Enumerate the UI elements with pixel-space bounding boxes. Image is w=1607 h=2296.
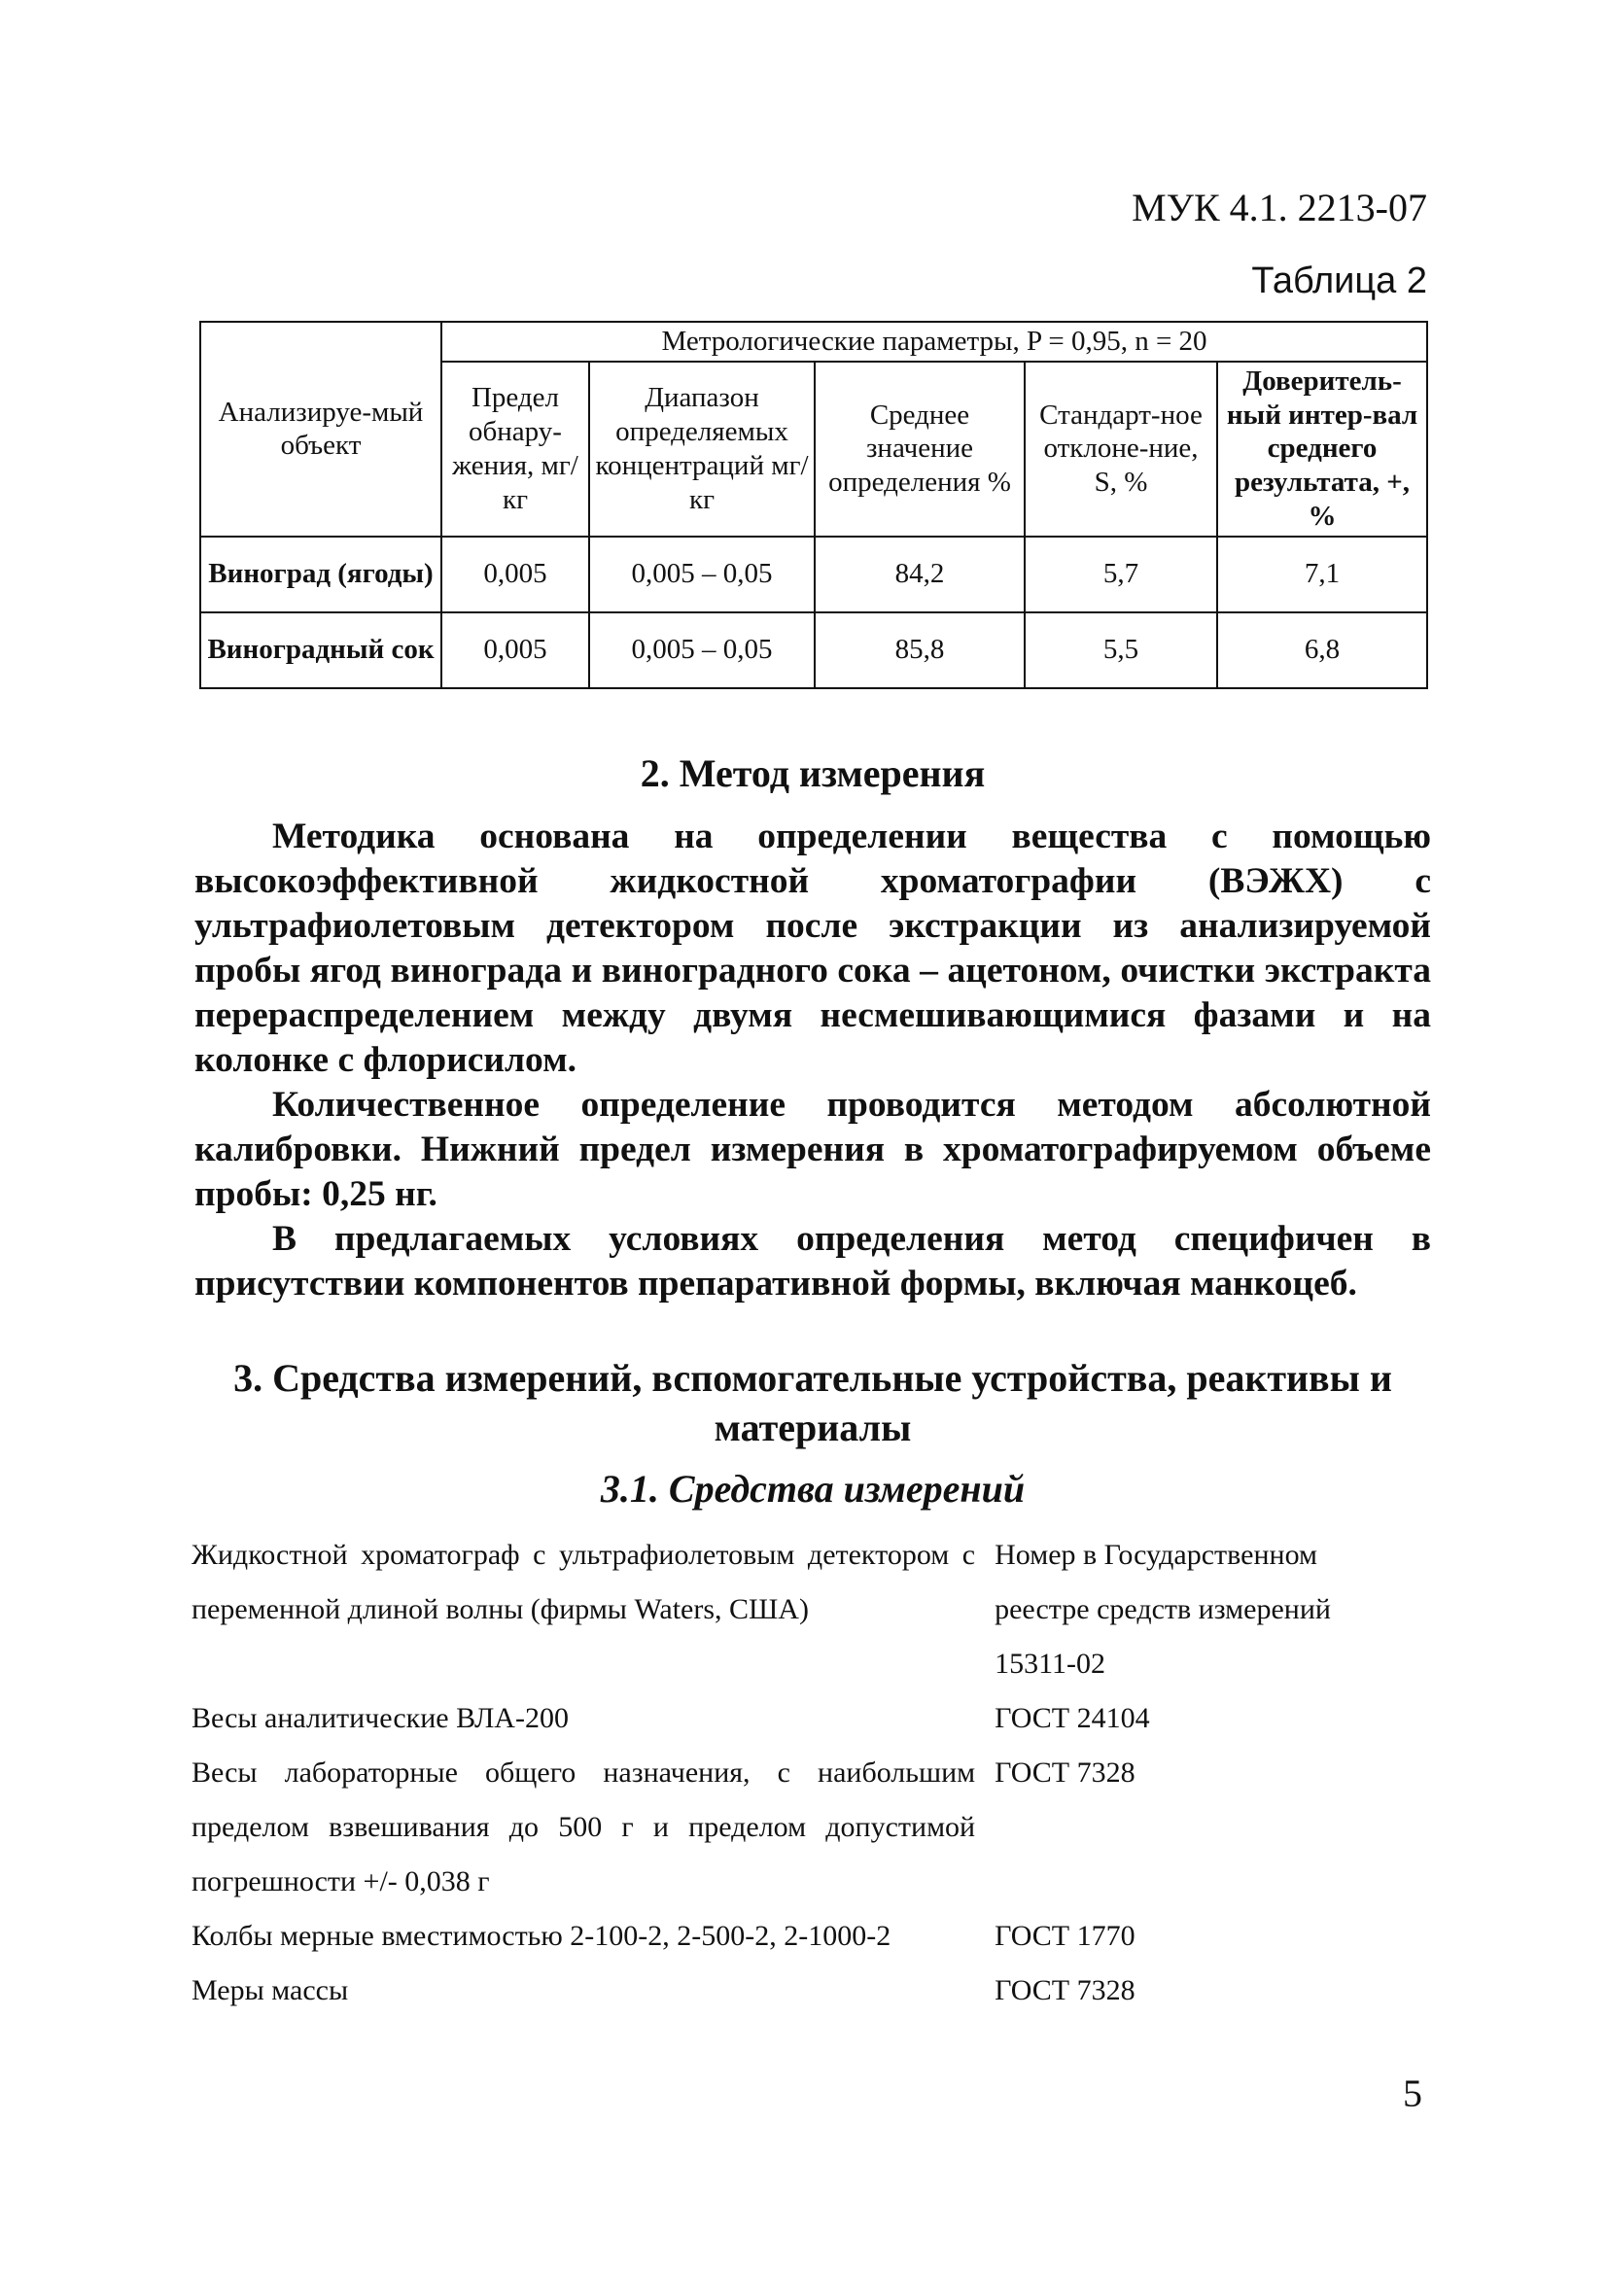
instrument-name: Жидкостной хроматограф с ультрафиолетовым детектором с переменной длиной волны (фирмы Waters, США) (192, 1539, 976, 1625)
page-number: 5 (1403, 2071, 1422, 2115)
table-caption: Таблица 2 (1251, 261, 1427, 301)
table-cell-object: Виноград (ягоды) (200, 537, 441, 612)
document-code: МУК 4.1. 2213-07 (1132, 186, 1427, 229)
instrument-name: Меры массы (192, 1974, 349, 2006)
table-column-header: Диапазон определяемых концентраций мг/кг (589, 362, 815, 537)
paragraph: Количественное определение проводится методом абсолютной калибровки. Нижний предел измерения в хроматографируемом объеме пробы: 0,25 нг. (194, 1085, 1431, 1214)
table-row (200, 612, 1427, 688)
paragraph: В предлагаемых условиях определения метод специфичен в присутствии компонентов препаративной формы, включая манкоцеб. (194, 1219, 1431, 1304)
section-3-title: 3. Средства измерений, вспомогательные устройства, реактивы и материалы (233, 1356, 1392, 1450)
table-column-header: Доверитель-ный интер-вал среднего результата, +, % (1217, 362, 1427, 537)
table-cell: 6,8 (1217, 612, 1427, 688)
instrument-name: Весы аналитические ВЛА-200 (192, 1702, 569, 1734)
table-column-header: Предел обнару-жения, мг/кг (441, 362, 589, 537)
table-row (200, 537, 1427, 612)
table-cell: 5,7 (1025, 537, 1217, 612)
section-2-title: 2. Метод измерения (640, 751, 986, 795)
table-group-header: Метрологические параметры, P = 0,95, n = 20 (441, 322, 1427, 362)
table-row-header: Анализируе-мый объект (200, 322, 441, 537)
instruments-list (192, 1528, 1397, 2018)
paragraph: Методика основана на определении вещества с помощью высокоэффективной жидкостной хроматографии (ВЭЖХ) с ультрафиолетовым детектором после экстракции из анализируемой пробы ягод винограда и виноградного сока – ацетоном, очистки экстракта перераспределением между двумя несмешивающимися фазами и на колонке с флорисилом. (194, 817, 1431, 1080)
table-column-header: Стандарт-ное отклоне-ние, S, % (1025, 362, 1217, 537)
table-cell: 0,005 (441, 537, 589, 612)
list-item (192, 1528, 1397, 1691)
list-item (192, 1909, 1397, 1964)
instrument-reference: Номер в Государственном реестре средств измерений 15311-02 (995, 1539, 1331, 1680)
metrology-table (199, 321, 1428, 689)
instrument-name: Весы лабораторные общего назначения, с наибольшим пределом взвешивания до 500 г и пределом допустимой погрешности +/- 0,038 г (192, 1757, 976, 1897)
subsection-3-1-title: 3.1. Средства измерений (600, 1467, 1026, 1511)
instrument-reference: ГОСТ 7328 (995, 1757, 1135, 1789)
table-cell: 0,005 – 0,05 (589, 537, 815, 612)
table-cell: 85,8 (815, 612, 1025, 688)
list-item (192, 1691, 1397, 1746)
instrument-reference: ГОСТ 24104 (995, 1702, 1150, 1734)
table-cell: 5,5 (1025, 612, 1217, 688)
list-item (192, 1964, 1397, 2018)
table-cell: 0,005 – 0,05 (589, 612, 815, 688)
table-cell-object: Виноградный сок (200, 612, 441, 688)
table-cell: 84,2 (815, 537, 1025, 612)
instrument-name: Колбы мерные вместимостью 2-100-2, 2-500-2, 2-1000-2 (192, 1920, 891, 1952)
list-item (192, 1746, 1397, 1909)
instrument-reference: ГОСТ 7328 (995, 1974, 1135, 2006)
table-column-header: Среднее значение определения % (815, 362, 1025, 537)
table-cell: 0,005 (441, 612, 589, 688)
table-cell: 7,1 (1217, 537, 1427, 612)
section-2-body (194, 815, 1431, 1306)
instrument-reference: ГОСТ 1770 (995, 1920, 1135, 1952)
